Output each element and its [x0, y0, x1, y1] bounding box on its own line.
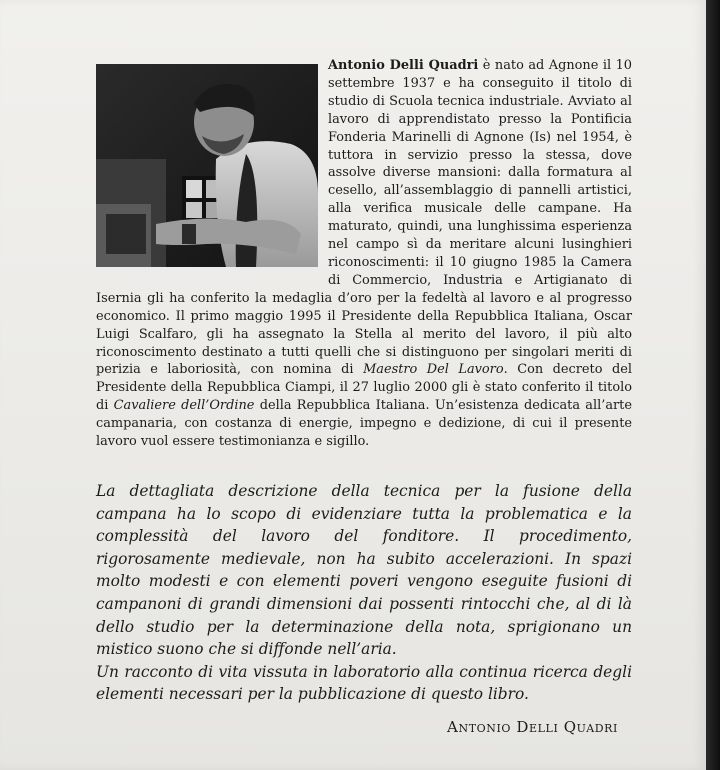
author-biography: [96, 57, 632, 451]
bio-text-part2: . Con decreto del Presidente della Repubblica Ciampi, il 27 luglio 2000 gli è stato conferito il titolo di: [96, 362, 632, 414]
description-paragraph-2: Un racconto di vita vissuta in laboratorio alla continua ricerca degli elementi necessari per la pubblicazione di questo libro.: [96, 662, 632, 704]
author-name: Antonio Delli Quadri: [328, 58, 479, 73]
description-paragraph-1: La dettagliata descrizione della tecnica per la fusione della campana ha lo scopo di evidenziare tutta la problematica e la complessità del lavoro del fonditore. Il procedimento, rigorosamente medievale, non ha subito accelerazioni. In spazi molto modesti e con elementi poveri vengono eseguite fusioni di campanoni di grandi dimensioni dai possenti rintocchi che, al di là dello studio per la determinazione della nota, sprigionano un mistico suono che si diffonde nell’aria.: [96, 482, 632, 659]
bio-text-part1: è nato ad Agnone il 10 settembre 1937 e ha conseguito il titolo di studio di Scuola tecnica industriale. Avviato al lavoro di apprendistato presso la Pontificia Fonderia Marinelli di Agnone (Is) nel 1954, è tuttora in servizio presso la stessa, dove assolve diverse mansioni: dalla formatura al cesello, all’assemblaggio di pannelli artistici, alla verifica musicale delle campane. Ha maturato, quindi, una lunghissima esperienza nel campo sì da meritare alcuni lusinghieri riconoscimenti: il 10 giugno 1985 la Camera di Commercio, Industria e Artigianato di Isernia gli ha conferito la medaglia d’oro per la fedeltà al lavoro e al progresso economico. Il primo maggio 1995 il Presidente della Repubblica Italiana, Oscar Luigi Scalfaro, gli ha assegnato la Stella al merito del lavoro, il più alto riconoscimento destinato a tutti quelli che si distinguono per singolari meriti di perizia e laboriosità, con nomina di: [96, 58, 632, 378]
book-edge: [706, 0, 720, 770]
bio-title-cavaliere: Cavaliere dell’Ordine: [113, 398, 255, 414]
photo-spacer: [96, 57, 328, 279]
bio-title-maestro: Maestro Del Lavoro: [363, 362, 504, 378]
author-signature: Antonio Delli Quadri: [447, 718, 618, 736]
bio-text-part3: della Repubblica Italiana. Un’esistenza dedicata all’arte campanaria, con costanza di energie, impegno e dedizione, di cui il presente lavoro vuol essere testimonianza e sigillo.: [96, 398, 632, 450]
book-description: [96, 480, 632, 706]
